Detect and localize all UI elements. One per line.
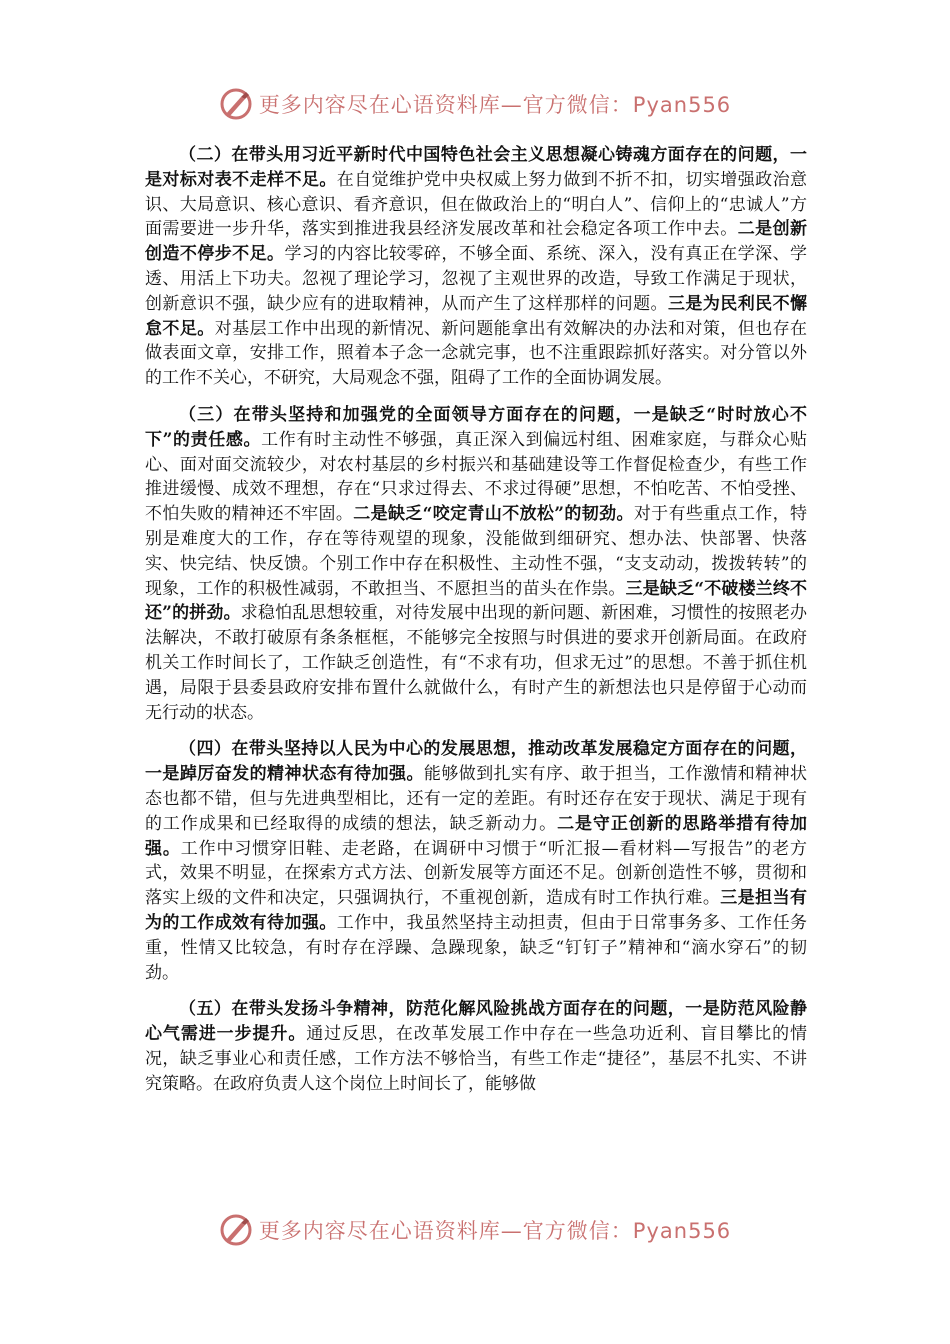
pen-logo-icon — [219, 87, 253, 121]
watermark-banner-bottom — [0, 1210, 950, 1250]
bold-heading-text: （三）在带头坚持和加强党的全面领导方面存在的问题，一是缺乏“时时放心不下”的责任感。 — [145, 404, 807, 450]
body-text: 求稳怕乱思想较重，对待发展中出现的新问题、新困难，习惯性的按照老办法解决，不敢打破原有条条框框，不能够完全按照与时俱进的要求开创新局面。在政府机关工作时间长了，工作缺乏创造性，有“不求有功，但求无过”的思想。不善于抓住机遇，局限于县委县政府安排布置什么就做什么，有时产生的新想法也只是停留于心动而无行动的状态。 — [145, 603, 808, 723]
bold-heading-text: 二是创新创造不停步不足。 — [145, 219, 808, 265]
watermark-text: 更多内容尽在心语资料库—官方微信：Pyan556 — [258, 93, 732, 117]
bold-heading-text: 三是为民利民不懈怠不足。 — [145, 293, 808, 339]
document-body — [145, 143, 807, 1108]
body-text: 通过反思，在改革发展工作中存在一些急功近利、盲目攀比的情况，缺乏事业心和责任感，工作方法不够恰当，有些工作走“捷径”，基层不扎实、不讲究策略。在政府负责人这个岗位上时间长了，能够做 — [145, 1024, 807, 1094]
paragraph — [145, 737, 807, 985]
bold-heading-text: 二是守正创新的思路举措有待加强。 — [145, 813, 808, 859]
bold-heading-text: 三是缺乏“不破楼兰终不还”的拼劲。 — [145, 578, 808, 624]
bold-heading-text: （四）在带头坚持以人民为中心的发展思想，推动改革发展稳定方面存在的问题，一是踔厉奋发的精神状态有待加强。 — [145, 739, 807, 785]
bold-heading-text: 二是缺乏“咬定青山不放松”的韧劲。 — [353, 504, 634, 525]
bold-heading-text: 三是担当有为的工作成效有待加强。 — [145, 888, 808, 933]
body-text: 学习的内容比较零碎，不够全面、系统、深入，没有真正在学深、学透、用活上下功夫。忽视了理论学习，忽视了主观世界的改造，导致工作满足于现状，创新意识不强，缺少应有的进取精神，从而产生了这样那样的问题。 — [145, 244, 808, 314]
watermark-banner-top — [0, 84, 950, 124]
body-text: 对基层工作中出现的新情况、新问题能拿出有效解决的办法和对策，但也存在做表面文章，安排工作，照着本子念一念就完事，也不注重跟踪抓好落实。对分管以外的工作不关心，不研究，大局观念不强，阻碍了工作的全面协调发展。 — [145, 318, 808, 389]
pen-logo-icon — [219, 1213, 253, 1247]
paragraph — [145, 997, 807, 1096]
body-text: 工作中，我虽然坚持主动担责，但由于日常事务多、工作任务重，性情又比较急，有时存在浮躁、急躁现象，缺乏“钉钉子”精神和“滴水穿石”的韧劲。 — [145, 912, 808, 983]
bold-heading-text: （二）在带头用习近平新时代中国特色社会主义思想凝心铸魂方面存在的问题，一是对标对表不走样不足。 — [145, 145, 807, 190]
watermark-text: 更多内容尽在心语资料库—官方微信：Pyan556 — [258, 1219, 732, 1243]
paragraph — [145, 403, 807, 725]
body-text: 在自觉维护党中央权威上努力做到不折不扣，切实增强政治意识、大局意识、核心意识、看齐意识，但在做政治上的“明白人”、信仰上的“忠诚人”方面需要进一步升华，落实到推进我县经济发展改革和社会稳定各项工作中去。 — [145, 169, 808, 240]
body-text: 工作中习惯穿旧鞋、走老路，在调研中习惯于“听汇报—看材料—写报告”的老方式，效果不明显，在探索方式方法、创新发展等方面还不足。创新创造性不够，贯彻和落实上级的文件和决定，只强调执行，不重视创新，造成有时工作执行难。 — [145, 838, 807, 909]
bold-heading-text: （五）在带头发扬斗争精神，防范化解风险挑战方面存在的问题，一是防范风险静心气需进一步提升。 — [145, 999, 807, 1045]
paragraph — [145, 143, 807, 391]
body-text: 能够做到扎实有序、敢于担当，工作激情和精神状态也都不错，但与先进典型相比，还有一定的差距。有时还存在安于现状、满足于现有的工作成果和已经取得的成绩的想法，缺乏新动力。 — [145, 764, 808, 834]
body-text: 工作有时主动性不够强，真正深入到偏远村组、困难家庭，与群众心贴心、面对面交流较少，对农村基层的乡村振兴和基础建设等工作督促检查少，有些工作推进缓慢、成效不理想，存在“只求过得去、不求过得硬”思想，不怕吃苦、不怕受挫、不怕失败的精神还不牢固。 — [145, 429, 807, 525]
body-text: 对于有些重点工作，特别是难度大的工作，存在等待观望的现象，没能做到细研究、想办法、快部署、快落实、快完结、快反馈。个别工作中存在积极性、主动性不强，“支支动动，拨拨转转”的现象，工作的积极性减弱，不敢担当、不愿担当的苗头在作祟。 — [145, 504, 808, 599]
